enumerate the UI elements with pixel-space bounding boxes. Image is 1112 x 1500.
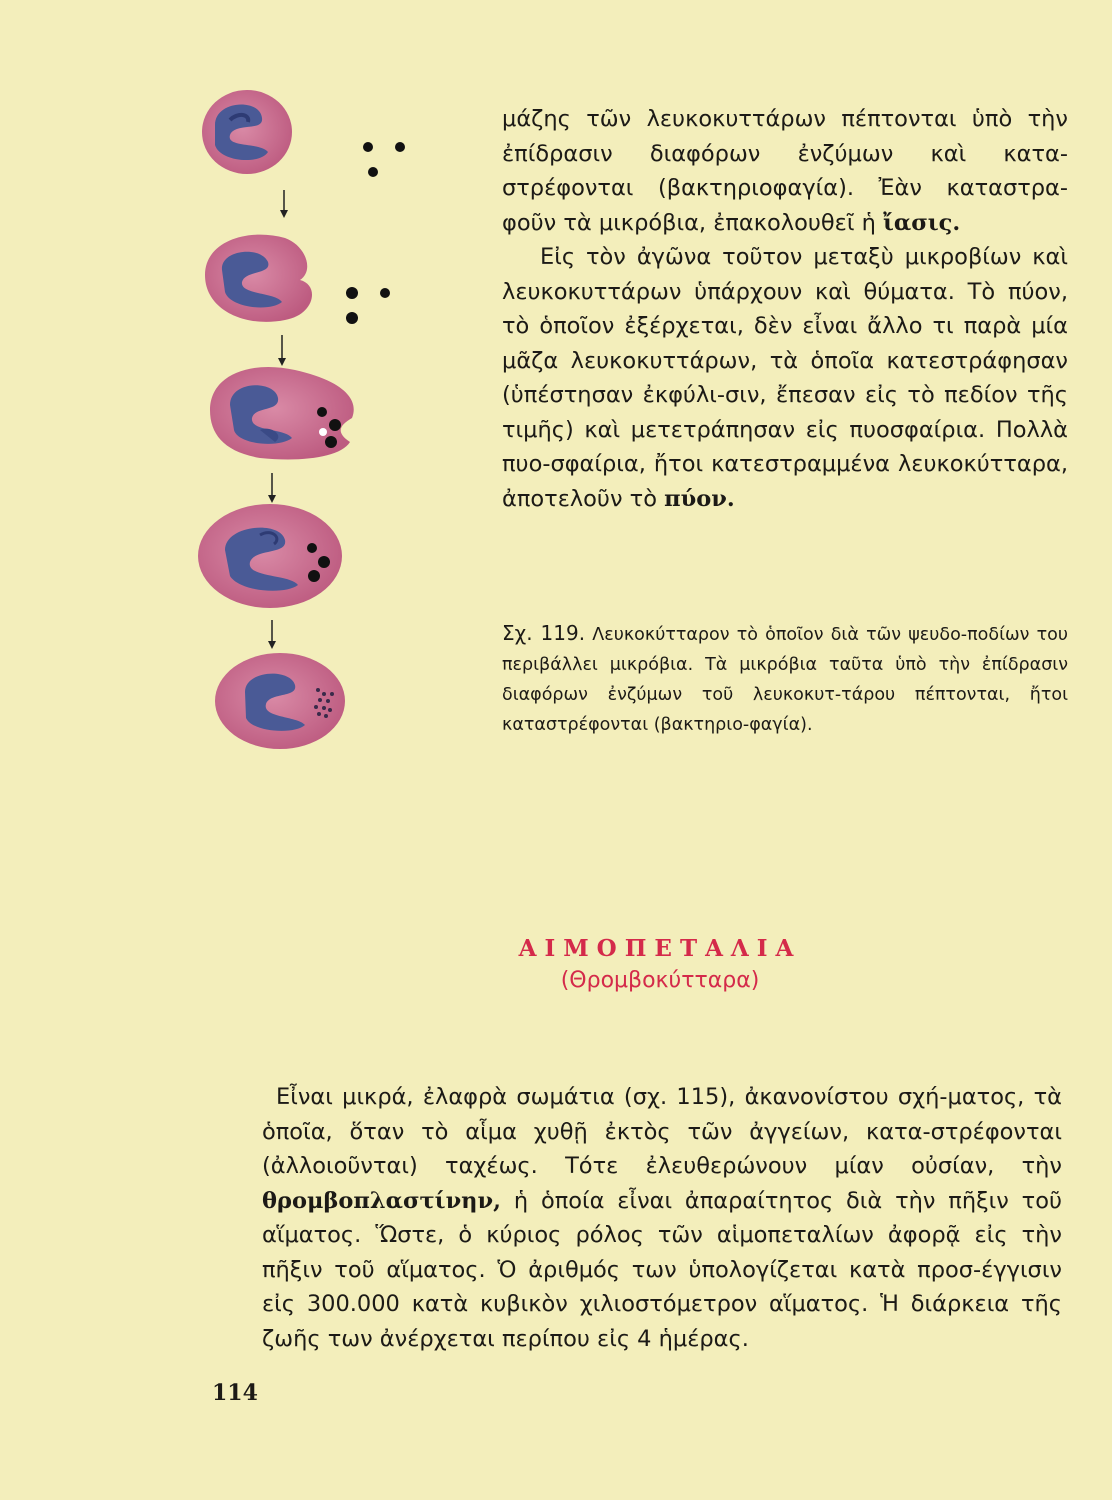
caption-text: Λευκοκύτταρον τὸ ὁποῖον διὰ τῶν ψευδο-ποδίων του περιβάλλει μικρόβια. Τὰ μικρόβια ταῦτα ὑπὸ τὴν ἐπίδρασιν διαφόρων ἐνζύμων τοῦ λευκοκυτ-τάρου πέπτονται, ἤτοι καταστρέφονται (βακτηριο-φαγία). (502, 625, 1068, 735)
figure-caption (502, 618, 1068, 740)
paragraph-3-part2: ἡ ὁποία εἶναι ἀπαραίτητος διὰ τὴν πῆξιν τοῦ αἵματος. Ὥστε, ὁ κύριος ρόλος τῶν αἱμοπεταλίων ἀφορᾷ εἰς τὴν πῆξιν τοῦ αἵματος. Ὁ ἀριθμός των ὑπολογίζεται κατὰ προσ-έγγισιν εἰς 300.000 κατὰ κυβικὸν χιλιοστόμετρον αἵματος. Ἡ διάρκεια τῆς ζωῆς των ἀνέρχεται περίπου εἰς 4 ἡμέρας. (262, 1187, 1062, 1352)
cell-stage-4 (198, 504, 342, 649)
paragraph-2-text: Εἰς τὸν ἀγῶνα τοῦτον μεταξὺ μικροβίων καὶ λευκοκυττάρων ὑπάρχουν καὶ θύματα. Τὸ πύον, τὸ ὁποῖον ἐξέρχεται, δὲν εἶναι ἄλλο τι παρὰ μία μᾶζα λευκοκυττάρων, τὰ ὁποῖα κατεστράφησαν (ὑπέστησαν ἐκφύλι-σιν, ἔπεσαν εἰς τὸ πεδίον τῆς τιμῆς) καὶ μετετράπησαν εἰς πυοσφαίρια. Πολλὰ πυο-σφαίρια, ἤτοι κατεστραμμένα λευκοκύτταρα, ἀποτελοῦν τὸ (502, 244, 1068, 512)
paragraph-3-part1: Εἶναι μικρά, ἐλαφρὰ σωμάτια (σχ. 115), ἀκανονίστου σχή-ματος, τὰ ὁποῖα, ὅταν τὸ αἷμα χυθῇ ἐκτὸς τῶν ἀγγείων, κατα-στρέφονται (ἀλλοιοῦνται) ταχέως. Τότε ἐλευθερώνουν μίαν οὐσίαν, τὴν (262, 1084, 1062, 1179)
section-heading (400, 935, 920, 993)
cell-stage-5 (215, 653, 345, 749)
section-title: ΑΙΜΟΠΕΤΑΛΙΑ (518, 935, 802, 962)
page-number: 114 (212, 1380, 258, 1406)
caption-label: Σχ. 119. (502, 621, 586, 645)
paragraph-bacteriophagy (502, 102, 1068, 240)
paragraph-platelets (262, 1080, 1062, 1356)
section-subtitle: (Θρομβοκύτταρα) (560, 968, 760, 993)
term-healing: ἴασις. (883, 209, 961, 236)
paragraph-pus (502, 240, 1068, 516)
leukocyte-sequence-icon (190, 80, 420, 770)
paragraph-1-text: μάζης τῶν λευκοκυττάρων πέπτονται ὑπὸ τὴν ἐπίδρασιν διαφόρων ἐνζύμων καὶ κατα-στρέφονται (βακτηριοφαγία). Ἐὰν καταστρα-φοῦν τὰ μικρόβια, ἐπακολουθεῖ ἡ (502, 106, 1068, 236)
cell-stage-1 (202, 90, 405, 218)
cell-stage-2 (205, 235, 390, 366)
term-thromboplastin: θρομβοπλαστίνην, (262, 1187, 501, 1214)
cell-stage-3 (210, 367, 354, 503)
term-pus: πύον. (664, 485, 735, 512)
phagocytosis-figure (190, 80, 420, 770)
